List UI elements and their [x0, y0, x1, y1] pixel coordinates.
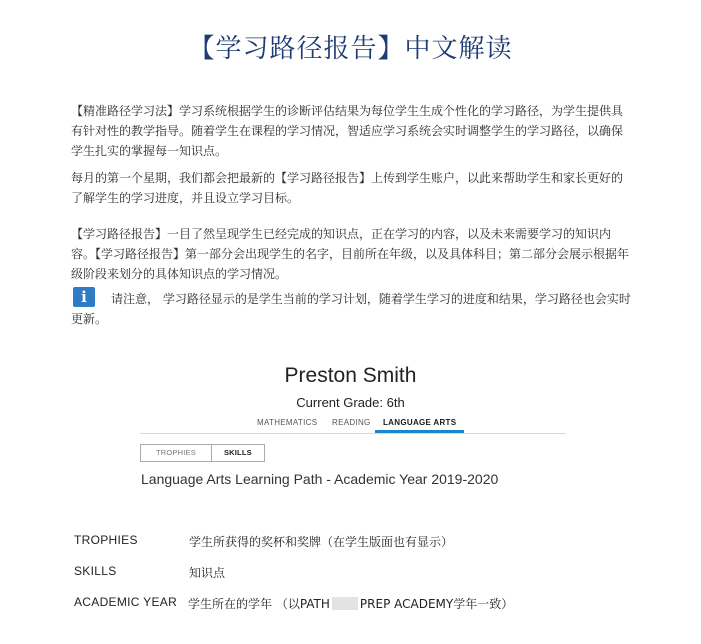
note-callout	[71, 289, 633, 329]
learning-path-title: Language Arts Learning Path - Academic Year 2019-2020	[141, 471, 499, 487]
monthly-report-paragraph: 每月的第一个星期，我们都会把最新的【学习路径报告】上传到学生账户，以此来帮助学生和家长更好的了解学生的学习进度，并且设立学习目标。	[71, 171, 624, 205]
note-text: 请注意， 学习路径显示的是学生当前的学习计划，随着学生学习的进度和结果，学习路径也会实时更新。	[71, 292, 631, 326]
page-title: 【学习路径报告】中文解读	[188, 34, 513, 64]
subject-tabs	[140, 416, 566, 434]
glossary-term: ACADEMIC YEAR	[74, 595, 178, 609]
definition-part: 学生所在的学年 （以PATH	[188, 597, 330, 611]
intro-paragraph: 【精准路径学习法】学习系统根据学生的诊断评估结果为每位学生生成个性化的学习路径，为学生提供具有针对性的教学指导。随着学生在课程的学习情况，智适应学习系统会实时调整学生的学习路径，以确保学生扎实的掌握每一知识点。	[71, 104, 624, 158]
student-name: Preston Smith	[284, 364, 417, 387]
info-icon: i	[73, 287, 95, 307]
definition-part: PREP ACADEMY学年一致）	[359, 597, 514, 611]
glossary-definition: 学生所获得的奖杯和奖牌（在学生版面也有显示）	[189, 535, 454, 549]
current-grade: Current Grade: 6th	[296, 395, 405, 410]
tab-mathematics[interactable]: MATHEMATICS	[257, 418, 318, 427]
glossary-term: TROPHIES	[74, 533, 138, 547]
glossary-term: SKILLS	[74, 564, 117, 578]
glossary-definition: 知识点	[189, 566, 226, 580]
report-contents-paragraph: 【学习路径报告】一目了然呈现学生已经完成的知识点，正在学习的内容，以及未来需要学习的知识内容。【学习路径报告】第一部分会出现学生的名字，目前所在年级，以及具体科目；第二部分会展示根据年级阶段来划分的具体知识点的学习情况。	[71, 227, 630, 281]
view-toggle	[140, 444, 265, 462]
glossary-definition	[188, 595, 513, 612]
redacted-blur	[332, 597, 358, 610]
tab-language-arts[interactable]: LANGUAGE ARTS	[375, 416, 464, 433]
skills-toggle-button[interactable]: SKILLS	[211, 445, 264, 461]
tab-reading[interactable]: READING	[332, 418, 371, 427]
trophies-toggle-button[interactable]: TROPHIES	[156, 448, 196, 457]
